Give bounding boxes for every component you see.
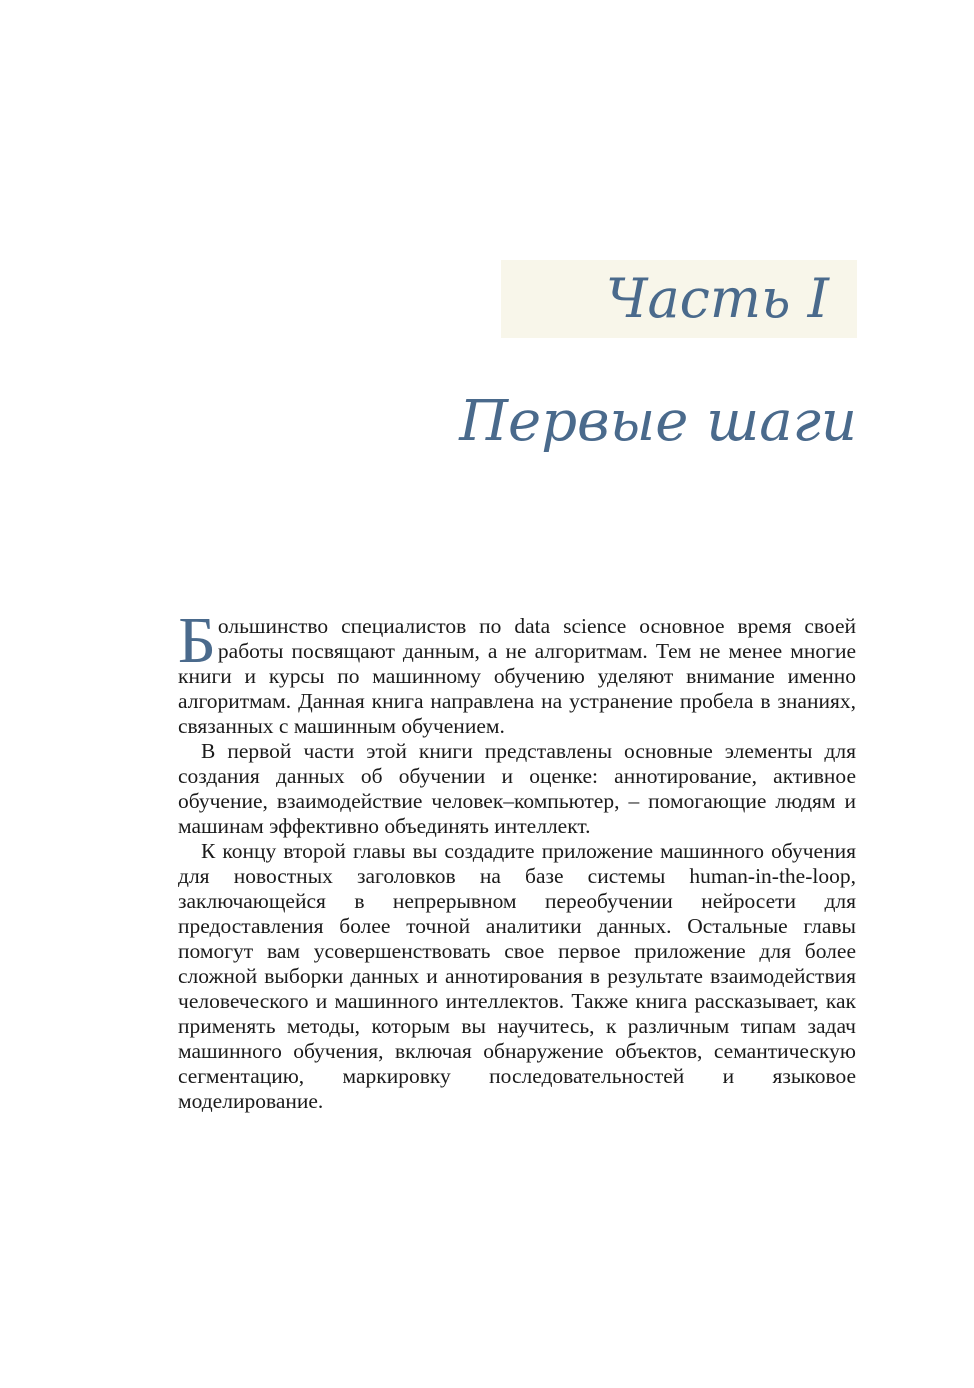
intro-paragraph-1 [178,604,856,739]
intro-text [178,604,856,1114]
drop-cap: Б [178,604,216,677]
intro-paragraph-1-text: ольшинство специалистов по data science основное время своей работы посвящают данным, а не алгоритмам. Тем не менее многие книги и курсы по машинному обучению уделяют внимание именно алгоритмам. Данная книга направлена на устранение пробела в знаниях, связанных с машинным обучением. [178,614,856,738]
intro-paragraph-3: К концу второй главы вы создадите приложение машинного обучения для новостных заголовков на базе системы human-in-the-loop, заключающейся в непрерывном переобучении нейросети для предоставления более точной аналитики данных. Остальные главы помогут вам усовершенствовать свое первое приложение для более сложной выборки данных и аннотирования в результате взаимодействия человеческого и машинного интеллектов. Также книга рассказывает, как применять методы, которым вы научитесь, к различным типам задач машинного обучения, включая обнаружение объектов, семантическую сегментацию, маркировку последовательностей и языковое моделирование. [178,839,856,1113]
part-title: Часть I [605,267,829,330]
intro-paragraph-2: В первой части этой книги представлены основные элементы для создания данных об обучении и оценке: аннотирование, активное обучение, взаимодействие человек–компьютер, – помогающие людям и машинам эффективно объединять интеллект. [178,739,856,838]
section-title: Первые шаги [459,389,857,454]
part-heading-box [501,260,857,338]
